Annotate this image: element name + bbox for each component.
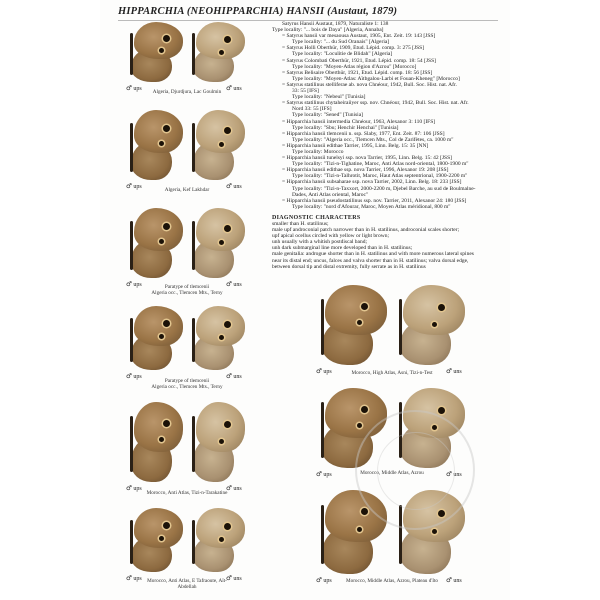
specimen-upperside: [128, 306, 184, 370]
ups-text: ups: [323, 472, 332, 478]
diagnostic-list: [272, 221, 502, 270]
male-symbol: ♂: [446, 576, 452, 584]
butterfly-body: [192, 318, 195, 363]
butterfly-body: [130, 520, 133, 565]
specimen-caption: Algeria, Kef Lakhdar: [164, 187, 210, 193]
forewing: [134, 508, 183, 548]
uns-label: [446, 367, 462, 375]
male-symbol: ♂: [126, 574, 132, 582]
ocellus-spot: [361, 303, 368, 310]
forewing: [196, 402, 245, 452]
ups-label: [126, 484, 142, 492]
ups-text: ups: [133, 282, 142, 288]
male-symbol: ♂: [226, 372, 232, 380]
specimen-caption: Paratype of tlemcenii Algeria occ., Tlemcen Mts., Terny: [151, 378, 223, 390]
synonymy-line: = Satyrus hansii var mesaousa Austaut, 1905, Ent. Zeit. 19: 143 [JSS]: [282, 33, 436, 40]
butterfly-body: [192, 416, 195, 472]
synonymy-line: Type locality: "nord d'Afourar, Maroc, Moyen Atlas méridional, 800 m": [292, 203, 451, 210]
uns-text: uns: [233, 184, 242, 190]
synonymy-line: = Hipparchia hansii edithae ssp. nova Tarrier, 1996, Alexanor 19: 208 [JSS]: [282, 167, 449, 174]
forewing: [403, 285, 465, 335]
synonymy-line: 33: 55 [IFS]: [292, 88, 319, 95]
forewing: [134, 306, 183, 346]
ocellus-spot: [224, 523, 231, 530]
synonymy-line: Type locality: "... du Sud Oranais" [Algeria]: [292, 39, 390, 46]
butterfly-body: [192, 520, 195, 565]
ocellus-spot: [361, 406, 368, 413]
uns-text: uns: [233, 576, 242, 582]
uns-label: [226, 84, 242, 92]
butterfly-body: [192, 33, 195, 75]
specimen-caption: Morocco, Middle Atlas, Azrou: [360, 470, 424, 476]
forewing: [134, 402, 183, 452]
synonymy-line: Satyrus Hansii Austaut, 1879, Naturaliste 1: 138: [282, 21, 389, 27]
ocellus-spot: [163, 320, 170, 327]
ups-label: [316, 470, 332, 478]
ups-text: ups: [323, 578, 332, 584]
diagnostic-line: upf apical ocellus circled with yellow or light brown;: [272, 233, 389, 240]
synonymy-line: Type locality: "Sbu; Henchir Henchai" [Tunisia]: [292, 124, 399, 131]
uns-text: uns: [233, 374, 242, 380]
male-symbol: ♂: [226, 574, 232, 582]
synonymy-text-column: [272, 21, 502, 270]
ocellus-spot: [224, 127, 231, 134]
specimen-upperside: [128, 508, 184, 572]
specimen-underside: [190, 208, 246, 278]
synonymy-line: Type locality: "Tizi-n-Tighatine, Maroc, Anti Atlas nord-oriental, 1800-1900 m": [292, 161, 469, 168]
synonymy-line: Type locality: "Tizi-n-Talhrotit, Maroc, Haut Atlas septentrional, 1900-2200 m": [292, 173, 468, 180]
diagnostic-heading: DIAGNOSTIC CHARACTERS: [272, 214, 361, 221]
ocellus-spot: [224, 421, 231, 428]
ups-label: [126, 280, 142, 288]
synonymy-line: Type locality: "Sened" [Tunisia]: [292, 112, 363, 119]
synonymy-line: = Hipparchia hansii edithae Tarrier, 1995, Linn. Belg. 15: 35 [NN]: [282, 142, 429, 149]
watermark-seal: [355, 410, 475, 530]
ups-label: [126, 182, 142, 190]
forewing: [134, 22, 183, 59]
butterfly-body: [321, 299, 324, 355]
uns-label: [226, 484, 242, 492]
specimen-underside: [190, 22, 246, 82]
specimen-underside: [190, 110, 246, 180]
ocellus-spot: [159, 437, 164, 442]
ups-label: [126, 574, 142, 582]
specimen-upperside: [128, 208, 184, 278]
butterfly-body: [321, 505, 324, 564]
uns-text: uns: [453, 578, 462, 584]
specimen-underside: [396, 285, 466, 365]
synonymy-line: = Hipparchia hansii subsaharae ssp. nova Tarrier, 2002, Linn. Belg. 18: 233 [JSS]: [282, 179, 462, 186]
specimen-caption: Paratype of tlemcenii Algeria occ., Tlemcen Mts., Terny: [151, 284, 223, 296]
ocellus-spot: [224, 225, 231, 232]
synonymy-line: Type locality: Morocco: [292, 148, 344, 155]
butterfly-body: [130, 123, 133, 172]
specimen-caption: Morocco, Middle Atlas, Azrou, Plateau d'Ito: [346, 578, 438, 584]
synonymy-line: Type locality: "Tizi-n-Taxxort, 2000-2200 m, Djebel Barche, au sud de Boulmalne-: [292, 185, 476, 192]
synonymy-line: = Hipparchia hansii tlemcenii n. ssp. Slaby, 1977, Ent. Zeit. 87: 106 [JSS]: [282, 130, 445, 137]
uns-label: [226, 372, 242, 380]
specimen-upperside: [318, 285, 388, 365]
ocellus-spot: [357, 527, 362, 532]
male-symbol: ♂: [226, 84, 232, 92]
diagnostic-line: near its distal end; uncus, falces and valva shorter than in H. statilinus; valva dorsal edge,: [272, 257, 469, 264]
specimen-caption: Algeria, Djurdjura, Lac Goulmin: [152, 89, 222, 95]
diagnostic-line: unh dark submarginal line more developed than in H. statilinus;: [272, 245, 413, 252]
forewing: [134, 208, 183, 251]
diagnostic-line: smaller than H. statilinus;: [272, 221, 329, 227]
specimen-upperside: [128, 402, 184, 482]
ocellus-spot: [219, 439, 224, 444]
ocellus-spot: [224, 36, 231, 43]
specimen-caption: Morocco, High Atlas, Asni, Tizi-n-Test: [351, 370, 433, 376]
synonymy-line: = Satyrus statilinus chytaheiraiiyer ssp. nov. Chnéour, 1942, Bull. Soc. Hist. nat. Afr.: [282, 100, 469, 107]
specimen-underside: [190, 402, 246, 482]
ups-label: [316, 576, 332, 584]
ocellus-spot: [159, 536, 164, 541]
butterfly-body: [192, 123, 195, 172]
uns-text: uns: [233, 86, 242, 92]
ocellus-spot: [224, 321, 231, 328]
ups-text: ups: [133, 486, 142, 492]
ocellus-spot: [159, 141, 164, 146]
synonymy-list: [272, 21, 502, 210]
specimen-upperside: [128, 110, 184, 180]
synonymy-line: Type locality: "... bois de Daya" [Algeria, Annaba]: [272, 27, 384, 34]
male-symbol: ♂: [316, 576, 322, 584]
male-symbol: ♂: [446, 367, 452, 375]
butterfly-body: [130, 33, 133, 75]
synonymy-line: = Satyrus Colombati Oberthür, 1921, Étud. Lépid. comp. 18: 54 [JSS]: [282, 57, 436, 64]
ups-label: [126, 372, 142, 380]
ocellus-spot: [163, 522, 170, 529]
ocellus-spot: [159, 239, 164, 244]
ups-label: [126, 84, 142, 92]
synonymy-line: Type locality: "Moyen-Atlas région d'Azrou" [Morocco]: [292, 63, 417, 70]
uns-text: uns: [453, 472, 462, 478]
uns-label: [446, 576, 462, 584]
male-symbol: ♂: [316, 367, 322, 375]
butterfly-body: [321, 402, 324, 458]
butterfly-body: [192, 221, 195, 270]
specimen-upperside: [128, 22, 184, 82]
ocellus-spot: [159, 334, 164, 339]
ocellus-spot: [219, 50, 224, 55]
male-symbol: ♂: [126, 484, 132, 492]
uns-text: uns: [233, 486, 242, 492]
male-symbol: ♂: [316, 470, 322, 478]
specimen-underside: [190, 508, 246, 572]
ups-label: [316, 367, 332, 375]
male-symbol: ♂: [226, 280, 232, 288]
uns-text: uns: [233, 282, 242, 288]
uns-label: [226, 182, 242, 190]
male-symbol: ♂: [126, 280, 132, 288]
diagnostic-line: between dorsal tip and distal extremity, fully serrate as in H. statilinus: [272, 263, 426, 270]
male-symbol: ♂: [126, 372, 132, 380]
ups-text: ups: [133, 576, 142, 582]
ocellus-spot: [357, 320, 362, 325]
synonymy-line: = Satyrus Holli Oberthür, 1909, Étud. Lépid. comp. 3: 275 [JSS]: [282, 45, 425, 52]
synonymy-line: Nord 33: 55 [IFS]: [292, 106, 332, 113]
uns-label: [226, 280, 242, 288]
uns-label: [226, 574, 242, 582]
synonymy-line: Type locality: "Nebeul" [Tunisia]: [292, 94, 366, 101]
specimen-caption: Morocco, Anti Atlas, E Tafraoute, Aït-Abdellah: [147, 578, 227, 590]
synonymy-line: Type locality: "Algeria occ., Tlemcen Mts., Col de Zarifètes, ca. 1000 m": [292, 136, 454, 143]
diagnostic-line: male upf androconial patch narrower than in H. statilinus, androconial scales shorter;: [272, 227, 460, 234]
butterfly-body: [130, 318, 133, 363]
synonymy-line: = Hipparchia hansii tunelsyi ssp. nova Tarrier, 1995, Linn. Belg. 15: 42 [JSS]: [282, 155, 452, 162]
male-symbol: ♂: [126, 182, 132, 190]
ups-text: ups: [133, 86, 142, 92]
specimen-caption: Morocco, Anti Atlas, Tizi-n-Tarakatine: [146, 490, 228, 496]
butterfly-body: [399, 299, 402, 355]
forewing: [134, 110, 183, 153]
ocellus-spot: [163, 420, 170, 427]
specimen-underside: [190, 306, 246, 370]
diagnostic-line: male genitalia: androgue shorter than in H. statilinus and with more numerous lateral spines: [272, 251, 474, 258]
synonymy-line: = Satyrus Belisaire Oberthür, 1921, Étud. Lépid. comp. 18: 56 [JSS]: [282, 69, 433, 76]
male-symbol: ♂: [126, 84, 132, 92]
synonymy-line: = Hipparchia hansii intermedia Chnéour, 1963, Alexanor 3: 110 [IFS]: [282, 118, 436, 125]
synonymy-line: = Satyrus statilinus stelliferae ab. nova Chnéour, 1942, Bull. Soc. Hist. nat. Afr.: [282, 81, 457, 88]
uns-text: uns: [453, 369, 462, 375]
diagnostic-line: unh usually with a whitish postdiscal band;: [272, 239, 368, 246]
ups-text: ups: [133, 374, 142, 380]
butterfly-body: [130, 416, 133, 472]
synonymy-line: Dades, Anti Atlas oriental, Maroc": [292, 191, 369, 198]
synonymy-line: = Hipparchia hansii pseudostatilinus ssp. nov. Tarrier, 2011, Alexanor 24: 180 [JSS]: [282, 197, 467, 204]
male-symbol: ♂: [226, 182, 232, 190]
male-symbol: ♂: [226, 484, 232, 492]
ocellus-spot: [163, 35, 170, 42]
butterfly-body: [130, 221, 133, 270]
ocellus-spot: [357, 423, 362, 428]
ups-text: ups: [133, 184, 142, 190]
ups-text: ups: [323, 369, 332, 375]
male-symbol: ♂: [446, 470, 452, 478]
synonymy-line: Type locality: "Moyen-Atlas: Aïtbgalou-Larbi et Fouan-Kheneg" [Morocco]: [292, 75, 460, 82]
page-title: HIPPARCHIA (NEOHIPPARCHIA) HANSII (Austaut, 1879): [118, 6, 398, 17]
synonymy-line: Type locality: "Loculitie de Blidah" [Algeria]: [292, 51, 393, 58]
forewing: [325, 285, 387, 335]
